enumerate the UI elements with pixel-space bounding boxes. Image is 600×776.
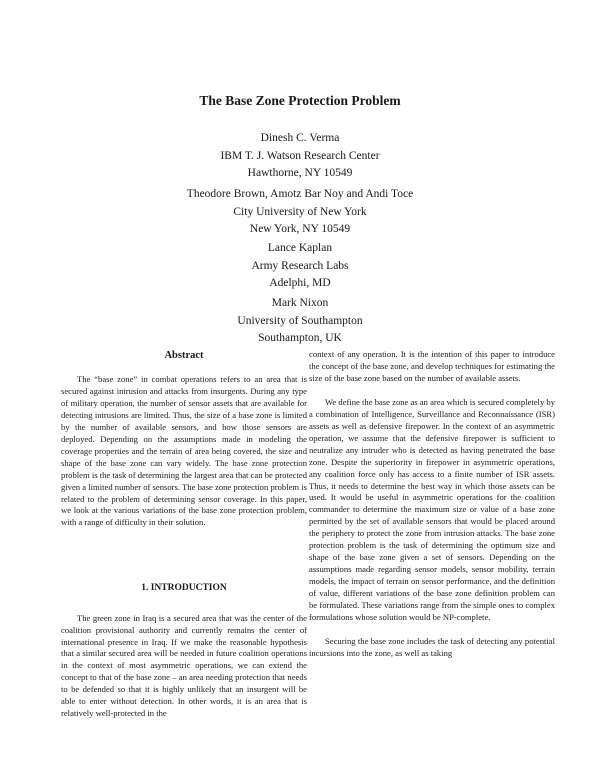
right-column-paragraph: Securing the base zone includes the task of detecting any potential incursions into the zone, as well as taking — [309, 635, 555, 658]
right-column-paragraph: We define the base zone as an area which is secured completely by a combination of Intelligence, Surveillance and Reconnaissance (ISR) assets as well as defensive firepower. In the context of an asymmetric operation, we assume that the defensive firepower is sufficient to neutralize any intruder who is detected as having penetrated the base zone. Despite the superiority in firepower in asymmetric operations, any coalition force only has access to a finite number of ISR assets. Thus, it needs to determine the best way in which those assets can be used. It would be useful in asymmetric operations for the coalition commander to determine the maximum size or value of a base zone permitted by the set of available sensors that would be placed around the periphery to protect the zone from intrusion attacks. The base zone protection problem is the task of determining the optimum size and shape of the base zone given a set of sensors. Depending on the assumptions made regarding sensor models, sensor mobility, terrain models, the impact of terrain on sensor performance, and the definition of value, different variations of the base zone definition problem can be formulated. These variations range from the simple ones to complex formulations whose solution would be NP-complete. — [309, 396, 555, 623]
author-name: Dinesh C. Verma — [260, 132, 340, 144]
abstract-column — [61, 374, 307, 529]
author-block-nixon — [0, 295, 600, 348]
author-location: Southampton, UK — [258, 332, 342, 344]
abstract-text: The “base zone” in combat operations refers to an area that is secured against intrusion and attacks from insurgents. During any type of military operation, the number of sensor assets that are available for detecting intrusions are limited. Thus, the size of a base zone is limited by the number of available sensors, and how those sensors are deployed. Depending on the assumptions made in modeling the coverage properties and the terrain of area being covered, the size and shape of the base zone can vary widely. The base zone protection problem is the task of determining the largest area that can be protected given a limited number of sensors. The base zone protection problem is related to the problem of determining sensor coverage. In this paper, we look at the various variations of the base zone protection problem, with a range of difficulty in their solution. — [61, 374, 307, 528]
author-location: New York, NY 10549 — [249, 223, 351, 235]
right-column-paragraph: context of any operation. It is the intention of this paper to introduce the concept of the base zone, and develop techniques for estimating the size of the base zone based on the number of available assets. — [309, 349, 555, 383]
author-name: Theodore Brown, Amotz Bar Noy and Andi Toce — [186, 188, 414, 200]
author-location: Adelphi, MD — [269, 277, 331, 289]
author-affiliation: City University of New York — [233, 205, 367, 218]
author-affiliation: IBM T. J. Watson Research Center — [220, 149, 380, 162]
author-affiliation: Army Research Labs — [251, 259, 349, 272]
right-column — [309, 349, 555, 660]
abstract-heading: Abstract — [164, 350, 204, 361]
author-name: Lance Kaplan — [267, 242, 333, 254]
introduction-column — [61, 604, 307, 729]
author-name: Mark Nixon — [271, 297, 329, 309]
author-block-cuny — [0, 186, 600, 239]
author-block-verma — [0, 130, 600, 183]
section-heading-introduction: 1. INTRODUCTION — [141, 583, 227, 593]
introduction-paragraph: The green zone in Iraq is a secured area that was the center of the coalition provisional authority and currently remains the center of international presence in Iraq. If we make the reasonable hypothesis that a similar secured area will be needed in future coalition operations in the context of most asymmetric operations, we can extend the concept to that of the base zone – an area needing protection that needs to be defended so that it is highly unlikely that an insurgent will be able to enter without detection. In other words, it is an area that is relatively well-protected in the — [61, 612, 307, 719]
author-location: Hawthorne, NY 10549 — [247, 167, 353, 179]
author-block-kaplan — [0, 240, 600, 293]
paper-title: The Base Zone Protection Problem — [199, 93, 401, 108]
author-affiliation: University of Southampton — [237, 314, 363, 327]
